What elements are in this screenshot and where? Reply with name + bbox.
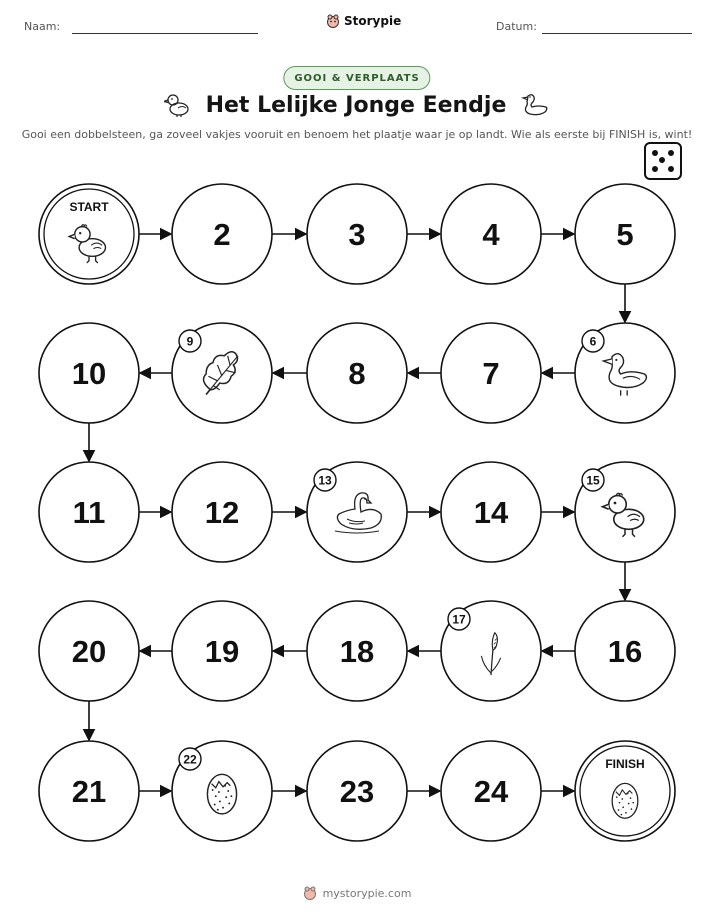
board-space-5 [575,184,675,284]
space-number: 10 [71,356,107,391]
page-title: Het Lelijke Jonge Eendje [205,92,507,118]
board-space-10 [39,323,139,423]
space-number: 4 [482,217,500,252]
space-number: 12 [204,495,240,530]
board-space-20 [39,601,139,701]
name-label: Naam: [24,20,61,33]
board-space-25 [575,741,675,841]
board-space-13 [307,462,407,562]
game-type-badge: GOOI & VERPLAATS [283,66,430,90]
space-number: 23 [339,774,375,809]
board-space-18 [307,601,407,701]
board-space-1 [39,184,139,284]
space-number: 18 [339,634,375,669]
footer [0,886,714,900]
space-number: 21 [71,774,107,809]
board-space-22 [172,741,272,841]
space-number: 13 [318,473,332,488]
space-number: 22 [183,752,197,767]
space-number: 19 [204,634,240,669]
space-number: 16 [607,634,643,669]
space-number: 8 [348,356,366,391]
space-number: 5 [616,217,634,252]
space-number: 24 [473,774,509,809]
board-space-8 [307,323,407,423]
board-space-17 [441,601,541,701]
storypie-icon [303,886,317,900]
board-space-3 [307,184,407,284]
space-number: 9 [186,334,194,349]
board-space-21 [39,741,139,841]
space-number: 7 [482,356,500,391]
space-number: 3 [348,217,366,252]
space-number: 11 [72,495,106,530]
board-space-9 [172,323,272,423]
board-space-12 [172,462,272,562]
board-space-24 [441,741,541,841]
start-label: START [69,200,109,214]
brand-name: Storypie [344,14,402,28]
board-space-23 [307,741,407,841]
board-space-15 [575,462,675,562]
board-space-4 [441,184,541,284]
footer-url[interactable]: mystorypie.com [322,886,412,900]
space-number: 17 [452,612,466,627]
space-number: 20 [71,634,107,669]
board-space-7 [441,323,541,423]
board-space-16 [575,601,675,701]
finish-label: FINISH [605,757,645,771]
egg-icon [612,783,638,818]
space-number: 14 [473,495,509,530]
board-space-14 [441,462,541,562]
board-space-2 [172,184,272,284]
board-space-6 [575,323,675,423]
board-space-11 [39,462,139,562]
date-label: Datum: [496,20,537,33]
egg-icon [207,774,236,814]
space-number: 15 [586,473,600,488]
space-number: 2 [213,217,231,252]
space-number: 6 [589,334,597,349]
instructions-text: Gooi een dobbelsteen, ga zoveel vakjes vooruit en benoem het plaatje waar je op landt. Wie als eerste bij FINISH is, wint! [21,128,693,141]
board-space-19 [172,601,272,701]
